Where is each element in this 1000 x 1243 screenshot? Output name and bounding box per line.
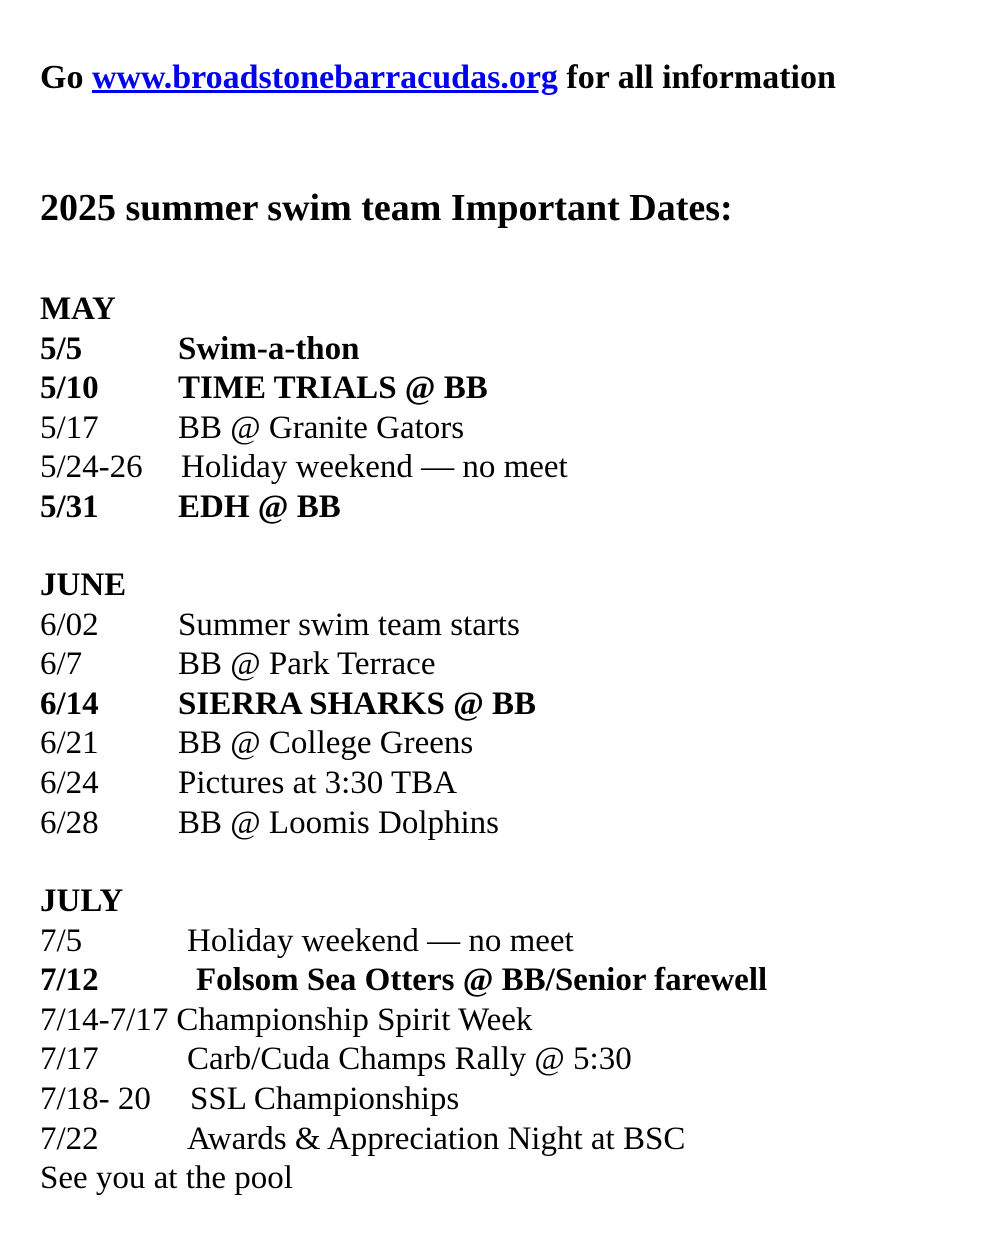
event-date: 7/5 [40,922,83,959]
event-name: SIERRA SHARKS @ BB [178,685,537,722]
event-date: 6/24 [40,764,99,801]
event-date: 7/17 [40,1041,99,1078]
event-name: EDH @ BB [178,488,341,525]
event-date: 6/21 [40,725,99,762]
list-item [40,448,980,488]
section-june [40,566,980,843]
header-line [40,58,836,99]
section-july [40,882,980,1199]
event-name: Championship Spirit Week [176,1001,533,1038]
header-prefix: Go [40,59,84,96]
event-date: 6/28 [40,804,99,841]
list-item [40,804,980,844]
event-name: Holiday weekend — no meet [187,922,574,959]
list-item [40,1040,980,1080]
list-item [40,1001,980,1041]
event-date: 5/31 [40,488,99,525]
list-item [40,1120,980,1160]
list-item [40,724,980,764]
event-date: 6/7 [40,646,83,683]
list-item [40,961,980,1001]
list-item [40,1080,980,1120]
event-name: SSL Championships [190,1080,460,1117]
closing-note: See you at the pool [40,1160,293,1197]
list-item [40,685,980,725]
list-item [40,606,980,646]
event-date: 6/02 [40,606,99,643]
list-item [40,922,980,962]
section-may [40,290,980,528]
event-date: 5/24-26 [40,449,143,486]
page-title: 2025 summer swim team Important Dates: [40,187,733,229]
month-heading-may: MAY [40,291,116,327]
list-item [40,488,980,528]
event-name: BB @ Park Terrace [178,646,436,683]
event-date: 6/14 [40,685,99,722]
website-link[interactable]: www.broadstonebarracudas.org [91,59,558,96]
event-date: 5/10 [40,370,99,407]
event-name: Carb/Cuda Champs Rally @ 5:30 [187,1041,632,1078]
month-heading-july: JULY [40,883,124,919]
event-name: Folsom Sea Otters @ BB/Senior farewell [196,962,768,999]
event-name: Pictures at 3:30 TBA [178,764,457,801]
event-date: 7/14-7/17 [40,1001,169,1038]
header-suffix: for all information [566,59,836,96]
month-heading-june: JUNE [40,567,127,603]
event-name: Holiday weekend — no meet [181,449,568,486]
event-date: 7/12 [40,962,99,999]
event-name: BB @ Loomis Dolphins [178,804,500,841]
event-date: 5/5 [40,330,83,367]
event-date: 7/22 [40,1120,99,1157]
event-name: Awards & Appreciation Night at BSC [187,1120,686,1157]
list-item [40,645,980,685]
list-item [40,330,980,370]
event-name: TIME TRIALS @ BB [178,370,488,407]
event-name: Swim-a-thon [178,330,360,367]
event-name: BB @ Granite Gators [178,409,465,446]
event-name: Summer swim team starts [178,606,520,643]
list-item [40,409,980,449]
event-date: 7/18- 20 [40,1080,151,1117]
event-date: 5/17 [40,409,99,446]
event-name: BB @ College Greens [178,725,474,762]
list-item [40,369,980,409]
list-item [40,764,980,804]
